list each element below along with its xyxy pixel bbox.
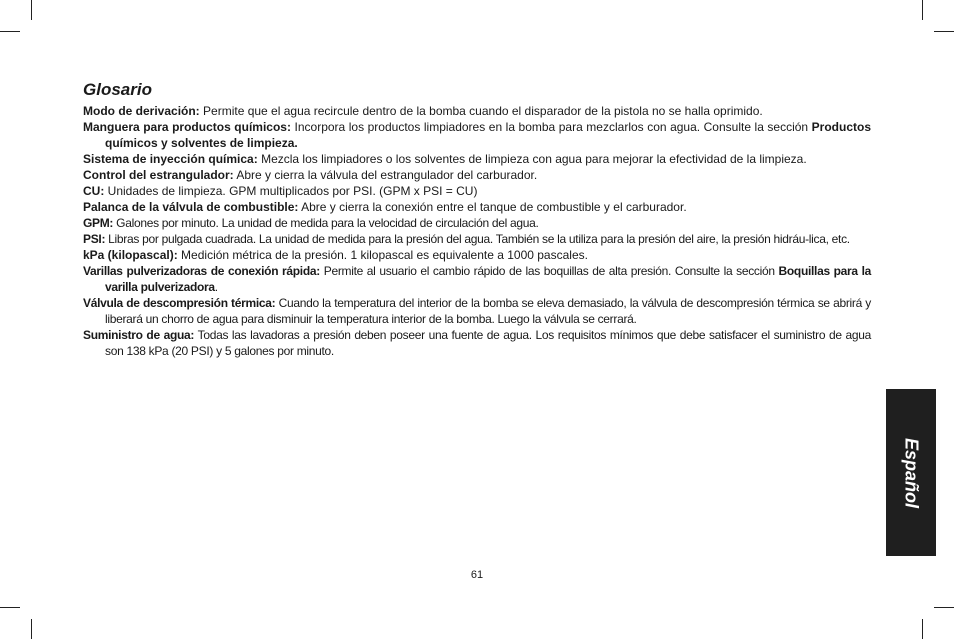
glossary-definition-tail: . <box>214 280 218 294</box>
glossary-definition: Abre y cierra la conexión entre el tanque de combustible y el carburador. <box>298 200 687 214</box>
crop-mark <box>934 607 954 608</box>
glossary-term: Modo de derivación: <box>83 104 200 118</box>
glossary-entry <box>83 119 871 151</box>
glossary-term: PSI: <box>83 232 106 246</box>
glossary-entry <box>83 327 871 359</box>
glossary-definition: Abre y cierra la válvula del estrangulador del carburador. <box>233 168 538 182</box>
language-tab-label: Español <box>901 437 922 508</box>
glossary-entry <box>83 151 871 167</box>
glossary-definition: Permite al usuario el cambio rápido de las boquillas de alta presión. Consulte la sección <box>319 264 779 278</box>
glossary-term: Sistema de inyección química: <box>83 152 258 166</box>
glossary-entry <box>83 167 871 183</box>
section-reference: Productos químicos y solventes de limpieza. <box>105 120 871 150</box>
glossary-term: Manguera para productos químicos: <box>83 120 291 134</box>
glossary-definition: Cuando la temperatura del interior de la bomba se eleva demasiado, la válvula de descompresión térmica se abrirá y liberará un chorro de agua para disminuir la temperatura interior de la bomba. Luego la válvula se cerrará. <box>105 296 871 326</box>
glossary-entry <box>83 295 871 327</box>
glossary-definition: Incorpora los productos limpiadores en la bomba para mezclarlos con agua. Consulte la sección <box>290 120 812 134</box>
glossary-term: Varillas pulverizadoras de conexión rápida: <box>83 264 320 278</box>
glossary-definition: Libras por pulgada cuadrada. La unidad de medida para la presión del agua. También se la utiliza para la presión del aire, la presión hidráu-lica, etc. <box>105 232 850 246</box>
page-number: 61 <box>470 569 484 581</box>
glossary-definition: Permite que el agua recircule dentro de la bomba cuando el disparador de la pistola no se halla oprimido. <box>199 104 763 118</box>
glossary-section <box>83 80 871 359</box>
glossary-definition: Unidades de limpieza. GPM multiplicados por PSI. (GPM x PSI = CU) <box>104 184 478 198</box>
glossary-entry <box>83 247 871 263</box>
glossary-entry <box>83 231 871 247</box>
glossary-definition: Galones por minuto. La unidad de medida para la velocidad de circulación del agua. <box>113 216 539 230</box>
section-reference: Boquillas para la varilla pulverizadora <box>105 264 871 294</box>
glossary-entry <box>83 215 871 231</box>
glossary-entry <box>83 103 871 119</box>
glossary-term: Control del estrangulador: <box>83 168 234 182</box>
glossary-term: GPM: <box>83 216 114 230</box>
glossary-term: Suministro de agua: <box>83 328 195 342</box>
glossary-title: Glosario <box>83 80 152 99</box>
crop-mark <box>0 607 20 608</box>
glossary-term: Palanca de la válvula de combustible: <box>83 200 299 214</box>
crop-mark <box>31 619 32 639</box>
crop-mark <box>934 31 954 32</box>
language-tab <box>886 389 936 556</box>
glossary-definition: Todas las lavadoras a presión deben poseer una fuente de agua. Los requisitos mínimos que debe satisfacer el suministro de agua son 138 kPa (20 PSI) y 5 galones por minuto. <box>105 328 871 358</box>
glossary-entry <box>83 263 871 295</box>
glossary-term: Válvula de descompresión térmica: <box>83 296 276 310</box>
glossary-definition: Mezcla los limpiadores o los solventes de limpieza con agua para mejorar la efectividad de la limpieza. <box>257 152 807 166</box>
glossary-entry <box>83 183 871 199</box>
crop-mark <box>0 31 20 32</box>
crop-mark <box>31 0 32 20</box>
crop-mark <box>922 619 923 639</box>
glossary-entry <box>83 199 871 215</box>
glossary-term: CU: <box>83 184 105 198</box>
glossary-definition: Medición métrica de la presión. 1 kilopascal es equivalente a 1000 pascales. <box>177 248 588 262</box>
glossary-term: kPa (kilopascal): <box>83 248 178 262</box>
crop-mark <box>922 0 923 20</box>
